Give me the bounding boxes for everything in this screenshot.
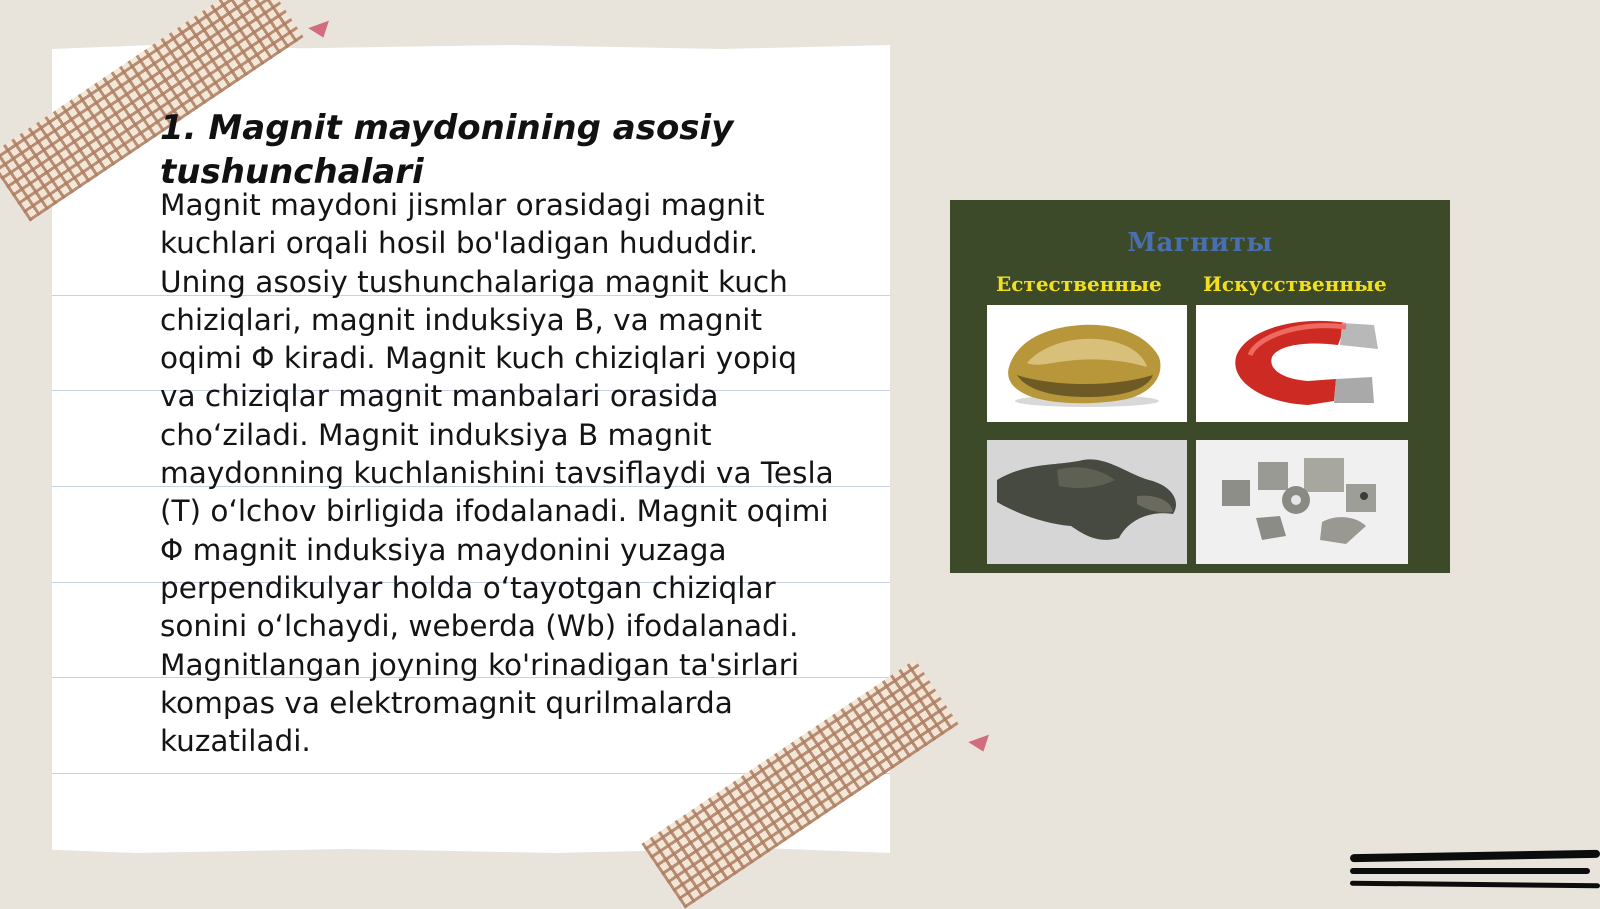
tape-tip-top [308,21,333,42]
label-artificial: Искусственные [1203,272,1387,296]
slide-title: 1. Magnit maydonining asosiy tushunchalari [160,108,734,192]
natural-magnet-rock-icon [987,305,1187,422]
brush-stroke [1350,850,1600,862]
tape-tip-bottom [968,735,993,756]
brush-stroke [1350,881,1600,889]
magnetite-stone-icon [987,440,1187,564]
brush-stroke [1350,868,1590,874]
magnets-image [950,200,1450,573]
horseshoe-magnet-icon [1196,305,1408,422]
image-title: Магниты [1127,228,1273,258]
label-natural: Естественные [996,272,1162,296]
slide-body-text: Magnit maydoni jismlar orasidagi magnit kuchlari orqali hosil bo'ladigan hududdir. Uning asosiy tushunchalariga magnit kuch chiziqlari, magnit induksiya B, va magnit oqimi Φ kiradi. Magnit kuch chiziqlari yopiq va chiziqlar magnit manbalari orasida cho‘ziladi. Magnit induksiya B magnit maydonning kuchlanishini tavsiflaydi va Tesla (T) o‘lchov birligida ifodalanadi. Magnit oqimi Φ magnit induksiya maydonini yuzaga perpendikulyar holda o‘tayotgan chiziqlar sonini o‘lchaydi, weberda (Wb) ifodalanadi. Magnitlangan joyning ko'rinadigan ta'sirlari kompas va elektromagnit qurilmalarda kuzatiladi. [160,188,834,759]
ferrite-magnets-icon [1196,440,1408,564]
